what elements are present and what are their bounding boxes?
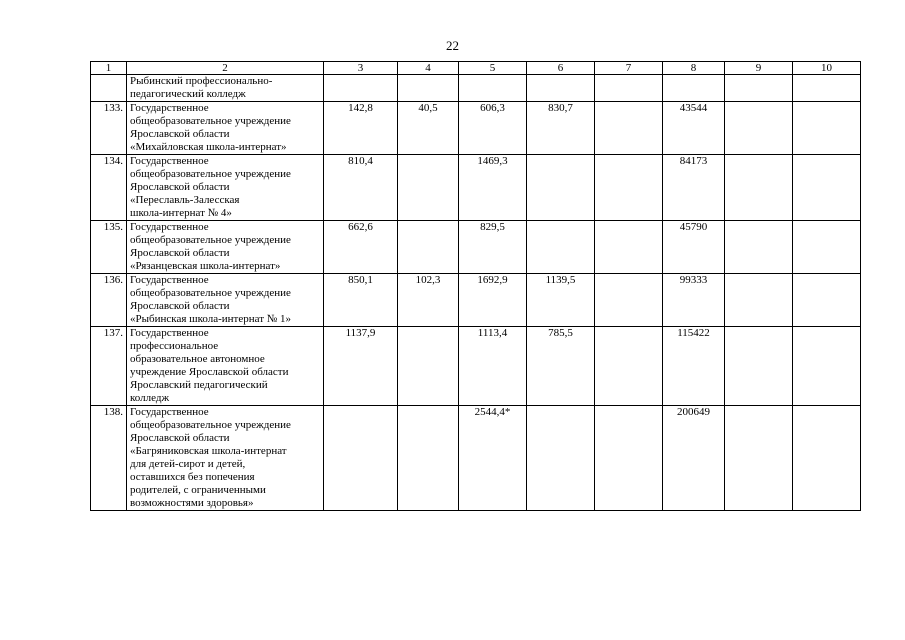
- value-cell-c6: 1139,5: [527, 274, 595, 327]
- institution-name-line: Государственное: [130, 406, 209, 418]
- institution-name-line: учреждение Ярославской области: [130, 366, 289, 378]
- value-cell-c7: [595, 221, 663, 274]
- value-cell-c3: [324, 406, 398, 511]
- institution-name-line: общеобразовательное учреждение: [130, 419, 291, 431]
- institutions-table: [90, 61, 861, 511]
- institution-name-line: общеобразовательное учреждение: [130, 168, 291, 180]
- value-cell-c5: 2544,4*: [459, 406, 527, 511]
- value-cell-c6: 785,5: [527, 327, 595, 406]
- value-cell-c4: [398, 75, 459, 102]
- value-cell-c7: [595, 102, 663, 155]
- value-cell-c9: [725, 406, 793, 511]
- column-header: 6: [527, 62, 595, 75]
- institution-name: [127, 155, 324, 221]
- value-cell-c4: [398, 406, 459, 511]
- value-cell-c10: [793, 327, 861, 406]
- value-cell-c5: 606,3: [459, 102, 527, 155]
- institution-name-line: Ярославской области: [130, 247, 230, 259]
- value-cell-c9: [725, 155, 793, 221]
- institution-name-line: педагогический колледж: [130, 88, 246, 100]
- institution-name-line: Государственное: [130, 327, 209, 339]
- column-header: 5: [459, 62, 527, 75]
- value-cell-c8: 43544: [663, 102, 725, 155]
- institution-name-line: школа-интернат № 4»: [130, 207, 232, 219]
- institution-name: [127, 274, 324, 327]
- value-cell-c3: [324, 75, 398, 102]
- value-cell-c6: [527, 221, 595, 274]
- value-cell-c3: 662,6: [324, 221, 398, 274]
- value-cell-c4: [398, 221, 459, 274]
- institution-name-line: Ярославской области: [130, 128, 230, 140]
- value-cell-c4: 40,5: [398, 102, 459, 155]
- institution-name-line: «Переславль-Залесская: [130, 194, 240, 206]
- value-cell-c7: [595, 155, 663, 221]
- institution-name-line: колледж: [130, 392, 170, 404]
- value-cell-c8: 45790: [663, 221, 725, 274]
- value-cell-c5: 1692,9: [459, 274, 527, 327]
- value-cell-c8: 200649: [663, 406, 725, 511]
- value-cell-c5: 829,5: [459, 221, 527, 274]
- row-number: [91, 75, 127, 102]
- row-number: 135.: [91, 221, 127, 274]
- institution-name-line: родителей, с ограниченными: [130, 484, 266, 496]
- value-cell-c5: 1469,3: [459, 155, 527, 221]
- column-header: 9: [725, 62, 793, 75]
- institution-name: [127, 406, 324, 511]
- row-number: 134.: [91, 155, 127, 221]
- institution-name-line: образовательное автономное: [130, 353, 265, 365]
- institution-name-line: возможностями здоровья»: [130, 497, 254, 509]
- institution-name-line: Государственное: [130, 274, 209, 286]
- institution-name-line: «Багряниковская школа-интернат: [130, 445, 287, 457]
- value-cell-c10: [793, 75, 861, 102]
- institution-name: [127, 327, 324, 406]
- value-cell-c5: 1113,4: [459, 327, 527, 406]
- institution-name-line: Государственное: [130, 155, 209, 167]
- value-cell-c6: [527, 406, 595, 511]
- row-number: 133.: [91, 102, 127, 155]
- table-row: [91, 406, 861, 511]
- page-number: 22: [446, 38, 459, 53]
- value-cell-c8: [663, 75, 725, 102]
- value-cell-c4: [398, 327, 459, 406]
- institution-name-line: Государственное: [130, 221, 209, 233]
- table-row: [91, 274, 861, 327]
- value-cell-c6: 830,7: [527, 102, 595, 155]
- value-cell-c3: 1137,9: [324, 327, 398, 406]
- institution-name-line: Ярославской области: [130, 300, 230, 312]
- column-header: 4: [398, 62, 459, 75]
- value-cell-c10: [793, 406, 861, 511]
- value-cell-c6: [527, 155, 595, 221]
- institution-name-line: для детей-сирот и детей,: [130, 458, 246, 470]
- row-number: 136.: [91, 274, 127, 327]
- institution-name-line: Рыбинский профессионально-: [130, 75, 273, 87]
- institution-name-line: Ярославской области: [130, 432, 230, 444]
- value-cell-c7: [595, 327, 663, 406]
- column-header: 7: [595, 62, 663, 75]
- institution-name-line: «Рыбинская школа-интернат № 1»: [130, 313, 292, 325]
- value-cell-c7: [595, 75, 663, 102]
- institution-name-line: общеобразовательное учреждение: [130, 115, 291, 127]
- value-cell-c3: 142,8: [324, 102, 398, 155]
- value-cell-c7: [595, 406, 663, 511]
- row-number: 137.: [91, 327, 127, 406]
- column-number-header-row: [91, 62, 861, 75]
- value-cell-c10: [793, 155, 861, 221]
- column-header: 1: [91, 62, 127, 75]
- institution-name-line: оставшихся без попечения: [130, 471, 255, 483]
- table-row: [91, 155, 861, 221]
- institution-name-line: Ярославский педагогический: [130, 379, 268, 391]
- institution-name-line: Ярославской области: [130, 181, 230, 193]
- value-cell-c5: [459, 75, 527, 102]
- column-header: 3: [324, 62, 398, 75]
- value-cell-c9: [725, 221, 793, 274]
- institution-name-line: «Михайловская школа-интернат»: [130, 141, 287, 153]
- value-cell-c3: 810,4: [324, 155, 398, 221]
- row-number: 138.: [91, 406, 127, 511]
- value-cell-c3: 850,1: [324, 274, 398, 327]
- table-row: [91, 327, 861, 406]
- institution-name: [127, 75, 324, 102]
- value-cell-c9: [725, 327, 793, 406]
- value-cell-c6: [527, 75, 595, 102]
- table-row: [91, 102, 861, 155]
- value-cell-c10: [793, 221, 861, 274]
- value-cell-c4: [398, 155, 459, 221]
- institution-name-line: общеобразовательное учреждение: [130, 234, 291, 246]
- value-cell-c7: [595, 274, 663, 327]
- value-cell-c9: [725, 274, 793, 327]
- table-row: [91, 75, 861, 102]
- table-row: [91, 221, 861, 274]
- value-cell-c10: [793, 102, 861, 155]
- value-cell-c10: [793, 274, 861, 327]
- column-header: 2: [127, 62, 324, 75]
- institution-name-line: «Рязанцевская школа-интернат»: [130, 260, 281, 272]
- column-header: 8: [663, 62, 725, 75]
- value-cell-c8: 99333: [663, 274, 725, 327]
- institution-name-line: Государственное: [130, 102, 209, 114]
- value-cell-c9: [725, 75, 793, 102]
- value-cell-c8: 115422: [663, 327, 725, 406]
- column-header: 10: [793, 62, 861, 75]
- institution-name-line: общеобразовательное учреждение: [130, 287, 291, 299]
- institution-name: [127, 102, 324, 155]
- institution-name-line: профессиональное: [130, 340, 219, 352]
- value-cell-c4: 102,3: [398, 274, 459, 327]
- institution-name: [127, 221, 324, 274]
- value-cell-c8: 84173: [663, 155, 725, 221]
- value-cell-c9: [725, 102, 793, 155]
